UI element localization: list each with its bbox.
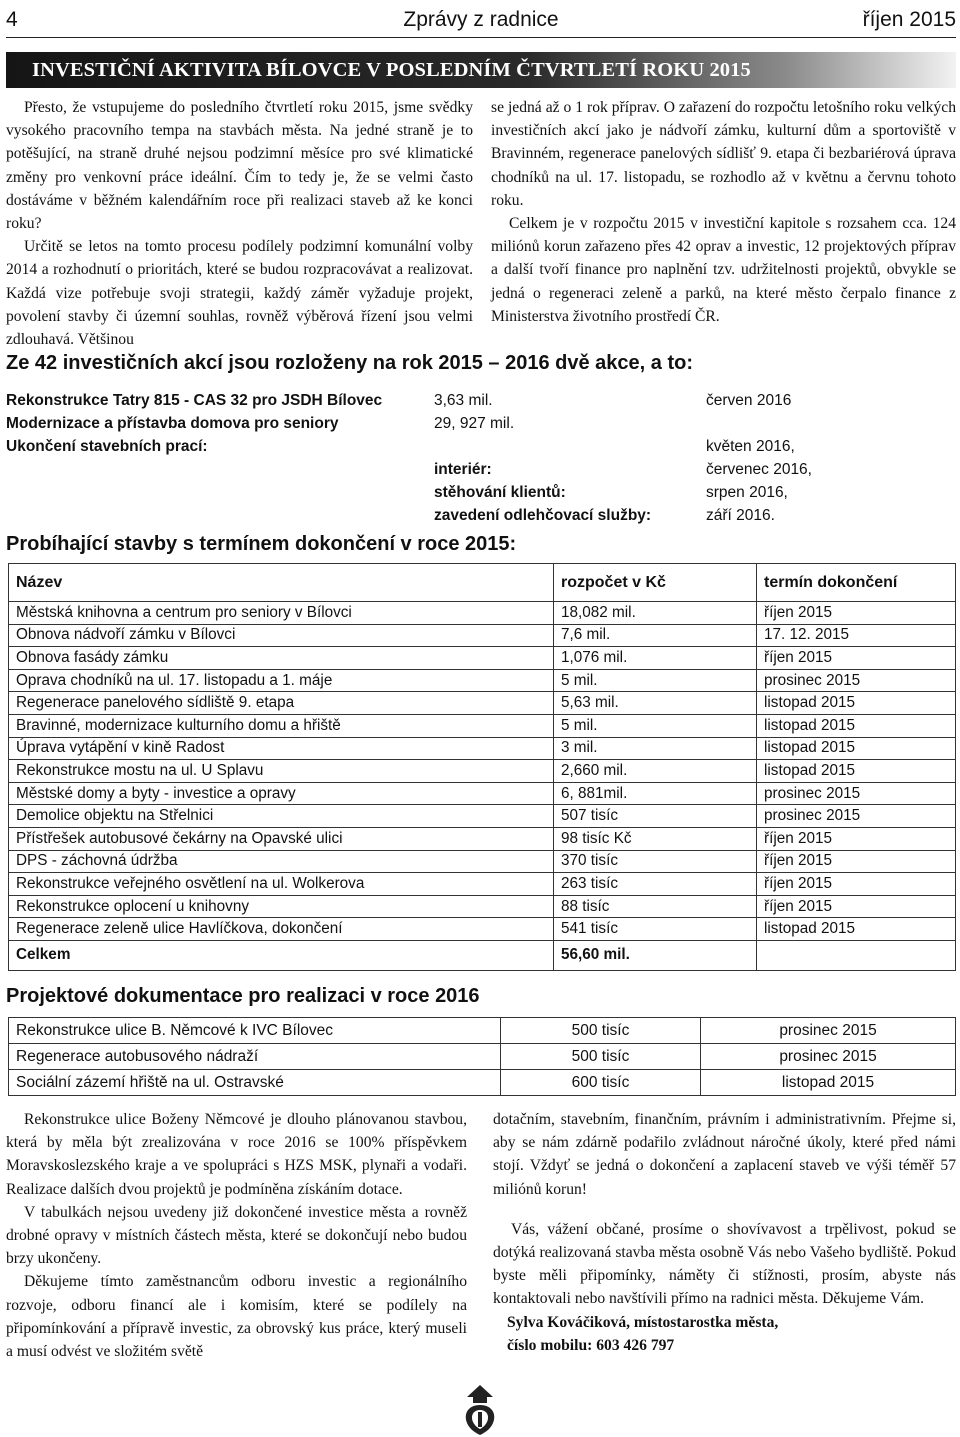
allocation-list (6, 389, 956, 527)
cell-project: Regenerace autobusového nádraží (9, 1044, 501, 1070)
closing-left-paragraph: Děkujeme tímto zaměstnancům odboru investic a regionálního rozvoje, odboru financí ale i komisím, které se podílely na připomínkování a přípravě investic, za obrovský kus práce, který museli a musí odvést ve složitém světě (6, 1273, 467, 1361)
intro-left-column (6, 96, 473, 351)
table-row (9, 760, 956, 783)
cell-budget: 2,660 mil. (554, 760, 757, 783)
allocation-phase: stěhování klientů: (434, 484, 566, 501)
cell-deadline: prosinec 2015 (757, 782, 956, 805)
closing-left-column (6, 1108, 467, 1363)
allocation-row (6, 435, 956, 458)
cell-budget: 18,082 mil. (554, 602, 757, 625)
cell-name: Rekonstrukce oplocení u knihovny (9, 895, 554, 918)
closing-left-paragraph: V tabulkách nejsou uvedeny již dokončené investice města a rovněž drobné opravy v místních částech města, které se dokončují nebo budou brzy ukončeny. (6, 1203, 467, 1268)
cell-budget: 7,6 mil. (554, 624, 757, 647)
closing-right-paragraph: dotačním, stavebním, finančním, právním i administrativním. Přejme si, aby se nám zdárně podařilo zvládnout náročné úkoly, které před námi stojí. Vždyť se jedná o dokončení a zaplacení staveb ve výši téměř 57 miliónů korun! (493, 1111, 956, 1198)
closing-right-paragraph: Vás, vážení občané, prosíme o shovívavost a trpělivost, pokud se dotýká realizovaná stavba města osobně Vás nebo Vašeho bydliště. Pokud byste měli připomínky, náměty či stížnosti, prosím, abyste nás kontaktovali nebo navštívili přímo na radnici města. Děkujeme Vám. (493, 1220, 956, 1308)
table-row (9, 805, 956, 828)
table-row (9, 692, 956, 715)
allocation-name: Modernizace a přístavba domova pro seniory (6, 415, 339, 432)
cell-deadline: listopad 2015 (757, 692, 956, 715)
cell-name: DPS - záchovná údržba (9, 850, 554, 873)
cell-name: Rekonstrukce veřejného osvětlení na ul. Wolkerova (9, 873, 554, 896)
article-title: INVESTIČNÍ AKTIVITA BÍLOVCE V POSLEDNÍM ČTVRTLETÍ ROKU 2015 (6, 52, 956, 88)
allocation-name: Ukončení stavebních prací: (6, 438, 208, 455)
issue-date: říjen 2015 (862, 8, 956, 31)
allocation-amount: 29, 927 mil. (434, 415, 515, 432)
cell-deadline: listopad 2015 (757, 918, 956, 941)
table-total-row (9, 940, 956, 970)
ongoing-table (8, 563, 956, 971)
intro-right-column (491, 96, 956, 328)
cell-name: Městské domy a byty - investice a opravy (9, 782, 554, 805)
cell-budget: 5 mil. (554, 669, 757, 692)
table-row (9, 782, 956, 805)
cell-deadline: říjen 2015 (757, 827, 956, 850)
allocation-heading: Ze 42 investičních akcí jsou rozloženy na rok 2015 – 2016 dvě akce, a to: (6, 352, 693, 374)
cell-deadline: listopad 2015 (701, 1070, 956, 1096)
table-row (9, 1018, 956, 1044)
projects-table (8, 1017, 956, 1096)
column-header-budget: rozpočet v Kč (554, 564, 757, 602)
cell-budget: 98 tisíc Kč (554, 827, 757, 850)
page-header (6, 8, 956, 38)
allocation-name: Rekonstrukce Tatry 815 - CAS 32 pro JSDH Bílovec (6, 392, 383, 409)
total-empty (757, 940, 956, 970)
cell-deadline: prosinec 2015 (757, 805, 956, 828)
publication-title: Zprávy z radnice (403, 8, 559, 31)
cell-project: Sociální zázemí hřiště na ul. Ostravské (9, 1070, 501, 1096)
allocation-date: srpen 2016, (706, 484, 788, 501)
cell-budget: 88 tisíc (554, 895, 757, 918)
cell-deadline: prosinec 2015 (701, 1018, 956, 1044)
ongoing-heading: Probíhající stavby s termínem dokončení v roce 2015: (6, 533, 517, 555)
table-row (9, 737, 956, 760)
cell-deadline: prosinec 2015 (701, 1044, 956, 1070)
table-row (9, 850, 956, 873)
cell-deadline: 17. 12. 2015 (757, 624, 956, 647)
allocation-amount: 3,63 mil. (434, 392, 493, 409)
cell-name: Bravinné, modernizace kulturního domu a hřiště (9, 714, 554, 737)
intro-right-paragraph: se jedná až o 1 rok příprav. O zařazení do rozpočtu letošního roku velkých investičních akcí jako je nádvoří zámku, kulturní dům a sportoviště v Bravinném, regenerace panelových sídlišť 9. etapa či bezbariérová úprava chodníků na ul. 17. listopadu, se rozhodlo až v květnu a červnu tohoto roku. (491, 99, 956, 209)
cell-budget: 507 tisíc (554, 805, 757, 828)
allocation-date: září 2016. (706, 507, 775, 524)
cell-budget: 3 mil. (554, 737, 757, 760)
table-row (9, 669, 956, 692)
table-row (9, 714, 956, 737)
town-emblem-icon (457, 1383, 503, 1437)
cell-budget: 541 tisíc (554, 918, 757, 941)
allocation-row (6, 389, 956, 412)
cell-name: Oprava chodníků na ul. 17. listopadu a 1. máje (9, 669, 554, 692)
cell-budget: 5,63 mil. (554, 692, 757, 715)
cell-deadline: prosinec 2015 (757, 669, 956, 692)
column-header-name: Název (9, 564, 554, 602)
cell-budget: 600 tisíc (501, 1070, 701, 1096)
cell-deadline: listopad 2015 (757, 737, 956, 760)
table-row (9, 918, 956, 941)
projects-heading: Projektové dokumentace pro realizaci v roce 2016 (6, 985, 480, 1007)
table-row (9, 1044, 956, 1070)
page-number: 4 (6, 8, 18, 31)
cell-name: Regenerace zeleně ulice Havlíčkova, dokončení (9, 918, 554, 941)
intro-left-paragraph: Určitě se letos na tomto procesu podílely podzimní komunální volby 2014 a rozhodnutí o prioritách, které se budou rozpracovávat a realizovat. Každá vize potřebuje svoji strategii, každý záměr vyžaduje projekt, povolení stavby či územní souhlas, rovněž výběrová řízení jsou velmi zdlouhavá. Většinou (6, 238, 473, 349)
cell-deadline: říjen 2015 (757, 647, 956, 670)
table-row (9, 1070, 956, 1096)
total-value: 56,60 mil. (554, 940, 757, 970)
cell-budget: 500 tisíc (501, 1044, 701, 1070)
cell-budget: 1,076 mil. (554, 647, 757, 670)
signature-phone: číslo mobilu: 603 426 797 (507, 1336, 675, 1354)
table-header-row (9, 564, 956, 602)
cell-name: Úprava vytápění v kině Radost (9, 737, 554, 760)
allocation-row (6, 458, 956, 481)
cell-name: Rekonstrukce mostu na ul. U Splavu (9, 760, 554, 783)
table-row (9, 647, 956, 670)
table-row (9, 827, 956, 850)
allocation-row (6, 504, 956, 527)
allocation-row (6, 481, 956, 504)
cell-name: Přístřešek autobusové čekárny na Opavské ulici (9, 827, 554, 850)
allocation-phase: interiér: (434, 461, 492, 478)
closing-left-paragraph: Rekonstrukce ulice Boženy Němcové je dlouho plánovanou stavbou, která by měla být zrealizována v roce 2016 se 100% příspěvkem Moravskoslezského kraje a ve spolupráci s HZS MSK, plynaři a vodaři. Realizace dalších dvou projektů je podmíněna získáním dotace. (6, 1111, 467, 1198)
intro-right-paragraph: Celkem je v rozpočtu 2015 v investiční kapitole s rozsahem cca. 124 miliónů korun zařazeno přes 42 oprav a investic, 12 projektových příprav a další tvoří finance pro naplnění tzv. udržitelnosti projektů, obvykle se jedná o regeneraci zeleně a parků, na které město čerpalo finance z Ministerstva životního prostředí ČR. (491, 215, 956, 325)
intro-left-paragraph: Přesto, že vstupujeme do posledního čtvrtletí roku 2015, jsme svědky vysokého pracovního tempa na stavbách města. Na jedné straně je to potěšující, na straně druhé nejsou podzimní měsíce pro své klimatické změny pro venkovní práce ideální. Čím to tedy je, že se velmi často dostáváme v běžném kalendářním roce při realizaci staveb až ke konci roku? (6, 99, 473, 233)
table-row (9, 895, 956, 918)
cell-deadline: říjen 2015 (757, 895, 956, 918)
cell-budget: 6, 881mil. (554, 782, 757, 805)
cell-budget: 370 tisíc (554, 850, 757, 873)
table-row (9, 873, 956, 896)
cell-project: Rekonstrukce ulice B. Němcové k IVC Bílovec (9, 1018, 501, 1044)
cell-deadline: listopad 2015 (757, 760, 956, 783)
allocation-row (6, 412, 956, 435)
allocation-date: květen 2016, (706, 438, 795, 455)
cell-budget: 5 mil. (554, 714, 757, 737)
cell-name: Městská knihovna a centrum pro seniory v Bílovci (9, 602, 554, 625)
cell-deadline: listopad 2015 (757, 714, 956, 737)
closing-right-column (493, 1108, 956, 1357)
cell-name: Demolice objektu na Střelnici (9, 805, 554, 828)
table-row (9, 624, 956, 647)
allocation-date: červenec 2016, (706, 461, 812, 478)
cell-name: Obnova nádvoří zámku v Bílovci (9, 624, 554, 647)
table-row (9, 602, 956, 625)
cell-budget: 500 tisíc (501, 1018, 701, 1044)
signature-name: Sylva Kováčiková, místostarostka města, (507, 1313, 779, 1331)
cell-deadline: říjen 2015 (757, 850, 956, 873)
cell-name: Obnova fasády zámku (9, 647, 554, 670)
allocation-phase: zavedení odlehčovací služby: (434, 507, 652, 524)
cell-deadline: říjen 2015 (757, 602, 956, 625)
column-header-deadline: termín dokončení (757, 564, 956, 602)
cell-deadline: říjen 2015 (757, 873, 956, 896)
cell-budget: 263 tisíc (554, 873, 757, 896)
allocation-date: červen 2016 (706, 392, 792, 409)
cell-name: Regenerace panelového sídliště 9. etapa (9, 692, 554, 715)
total-label: Celkem (9, 940, 554, 970)
